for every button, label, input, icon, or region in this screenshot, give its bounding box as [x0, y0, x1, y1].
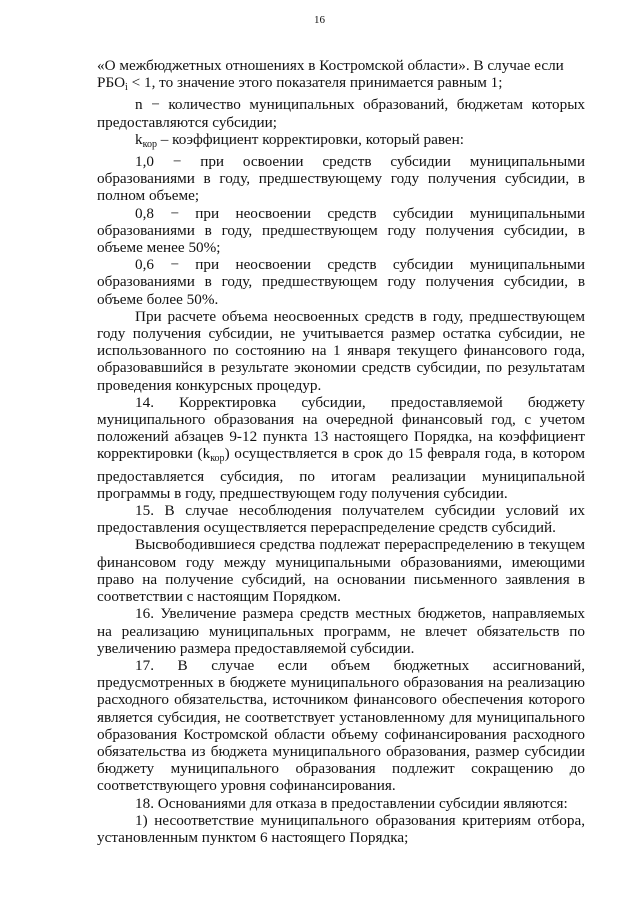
page-number: 16: [314, 14, 325, 26]
paragraph-item-18: 18. Основаниями для отказа в предоставлении субсидии являются:: [135, 794, 568, 812]
document-body: [97, 57, 585, 846]
paragraph-item-16: 16. Увеличение размера средств местных бюджетов, направляемых на реализацию муниципальных программ, не влечет обязательств по увеличению размера предоставляемой субсидии.: [97, 605, 585, 657]
paragraph-n-definition: n − количество муниципальных образований, бюджетам которых предоставляются субсидии;: [97, 96, 585, 131]
paragraph-coef-1-0: 1,0 − при освоении средств субсидии муниципальными образованиями в году, предшествующему году получения субсидии, в полном объеме;: [97, 153, 585, 205]
paragraph-item-14: 14. Корректировка субсидии, предоставляемой бюджету муниципального образования на очередной финансовый год, с учетом положений абзацев 9-12 пункта 13 настоящего Порядка, на коэффициент корректировки $(k_{кор})$ осуществляется в срок до 15 февраля года, в котором предоставляется субсидия, по итогам реализации муниципальной программы в году, предшествующем году получения субсидии.: [97, 393, 585, 502]
paragraph-item-17: 17. В случае если объем бюджетных ассигнований, предусмотренных в бюджете муниципального образования на реализацию расходного обязательства, источником финансового обеспечения которого является субсидия, не соответствует установленному для муниципального образования Костромской области объему софинансирования расходного обязательства из бюджета муниципального образования, размер субсидии бюджету муниципального образования подлежит сокращению до соответствующего уровня софинансирования.: [97, 656, 585, 795]
paragraph-unspent-calc: При расчете объема неосвоенных средств в году, предшествующем году получения субсидии, не учитывается размер остатка субсидии, не использованного по состоянию на 1 января текущего финансового года, образовавшийся в результате экономии средств субсидии, по результатам проведения конкурсных процедур.: [97, 307, 585, 394]
paragraph-law-reference: «О межбюджетных отношениях в Костромской области». В случае если $РБО_i < 1$, то значение этого показателя принимается равным 1;: [97, 57, 564, 94]
paragraph-item-18-1: 1) несоответствие муниципального образования критериям отбора, установленным пунктом 6 настоящего Порядка;: [97, 811, 585, 846]
paragraph-item-15: 15. В случае несоблюдения получателем субсидии условий их предоставления осуществляется перераспределение средств субсидий.: [97, 502, 585, 537]
paragraph-coef-0-8: 0,8 − при неосвоении средств субсидии муниципальными образованиями в году, предшествующем году получения субсидии, в объеме менее 50%;: [97, 204, 585, 257]
paragraph-coef-0-6: 0,6 − при неосвоении средств субсидии муниципальными образованиями в году, предшествующем году получения субсидии, в объеме более 50%.: [97, 256, 585, 308]
paragraph-k-definition: $k_{кор}$ – коэффициент корректировки, который равен:: [135, 130, 465, 150]
paragraph-redistribution: Высвободившиеся средства подлежат перераспределению в текущем финансовом году между муниципальными образованиями, имеющими право на получение субсидий, на основании письменного заявления в соответствии с настоящим Порядком.: [97, 536, 585, 606]
